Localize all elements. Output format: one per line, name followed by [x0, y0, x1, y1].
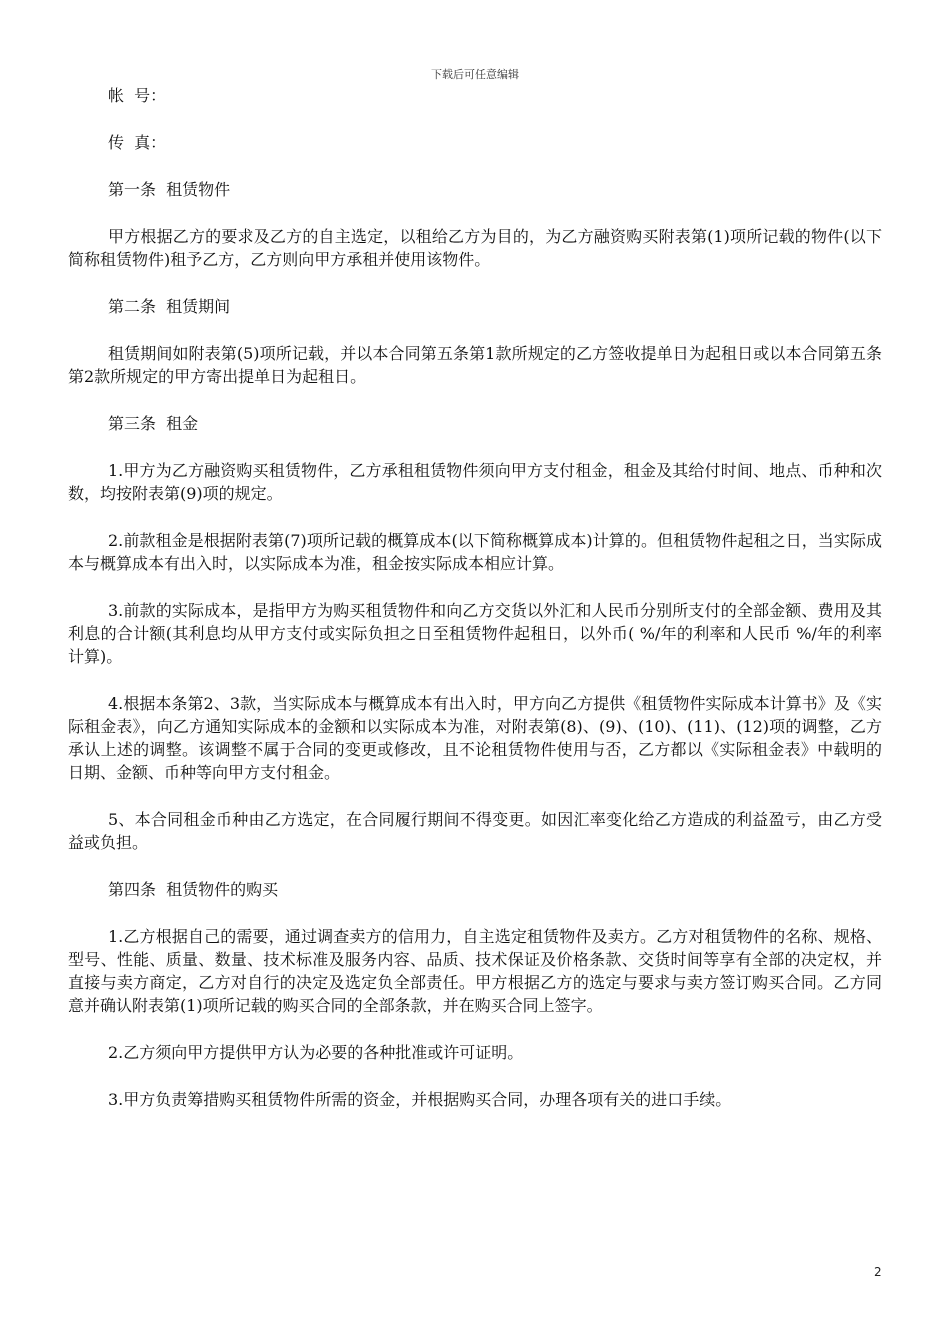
article-3-paragraph-5: 5、本合同租金币种由乙方选定，在合同履行期间不得变更。如因汇率变化给乙方造成的利益盈亏，由乙方受益或负担。: [68, 810, 882, 852]
header-note: 下载后可任意编辑: [431, 68, 519, 81]
article-4-paragraph-3: 3.甲方负责筹措购买租赁物件所需的资金，并根据购买合同，办理各项有关的进口手续。: [108, 1090, 732, 1109]
article-4-paragraph-2: 2.乙方须向甲方提供甲方认为必要的各种批准或许可证明。: [108, 1043, 524, 1062]
article-3-paragraph-3: 3.前款的实际成本，是指甲方为购买租赁物件和向乙方交货以外汇和人民币分别所支付的全部金额、费用及其利息的合计额(其利息均从甲方支付或实际负担之日至租赁物件起租日，以外币( %/年的利率和人民币 %/年的利率计算)。: [68, 601, 882, 666]
article-2-paragraph: 租赁期间如附表第(5)项所记载，并以本合同第五条第1款所规定的乙方签收提单日为起租日或以本合同第五条第2款所规定的甲方寄出提单日为起租日。: [68, 344, 882, 386]
article-1-paragraph: 甲方根据乙方的要求及乙方的自主选定，以租给乙方为目的，为乙方融资购买附表第(1)项所记载的物件(以下简称租赁物件)租予乙方，乙方则向甲方承租并使用该物件。: [68, 227, 882, 269]
article-1-title: 第一条 租赁物件: [108, 180, 231, 199]
article-3-paragraph-2: 2.前款租金是根据附表第(7)项所记载的概算成本(以下简称概算成本)计算的。但租赁物件起租之日，当实际成本与概算成本有出入时，以实际成本为准，租金按实际成本相应计算。: [68, 531, 882, 573]
document-body: [68, 84, 882, 1134]
article-3-title: 第三条 租金: [108, 414, 199, 433]
article-3-paragraph-4: 4.根据本条第2、3款，当实际成本与概算成本有出入时，甲方向乙方提供《租赁物件实际成本计算书》及《实际租金表》，向乙方通知实际成本的金额和以实际成本为准，对附表第(8)、(9)、(10)、(11)、(12)项的调整，乙方承认上述的调整。该调整不属于合同的变更或修改，且不论租赁物件使用与否，乙方都以《实际租金表》中载明的日期、金额、币种等向甲方支付租金。: [68, 694, 882, 782]
page-number: 2: [874, 1265, 882, 1279]
fax-line: 传 真：: [108, 133, 167, 152]
article-4-paragraph-1: 1.乙方根据自己的需要，通过调查卖方的信用力，自主选定租赁物件及卖方。乙方对租赁物件的名称、规格、型号、性能、质量、数量、技术标准及服务内容、品质、技术保证及价格条款、交货时间等享有全部的决定权，并直接与卖方商定，乙方对自行的决定及选定负全部责任。甲方根据乙方的选定与要求与卖方签订购买合同。乙方同意并确认附表第(1)项所记载的购买合同的全部条款，并在购买合同上签字。: [68, 927, 882, 1015]
article-3-paragraph-1: 1.甲方为乙方融资购买租赁物件，乙方承租租赁物件须向甲方支付租金，租金及其给付时间、地点、币种和次数，均按附表第(9)项的规定。: [68, 461, 882, 503]
account-line: 帐 号：: [108, 86, 167, 105]
article-2-title: 第二条 租赁期间: [108, 297, 231, 316]
article-4-title: 第四条 租赁物件的购买: [108, 880, 279, 899]
